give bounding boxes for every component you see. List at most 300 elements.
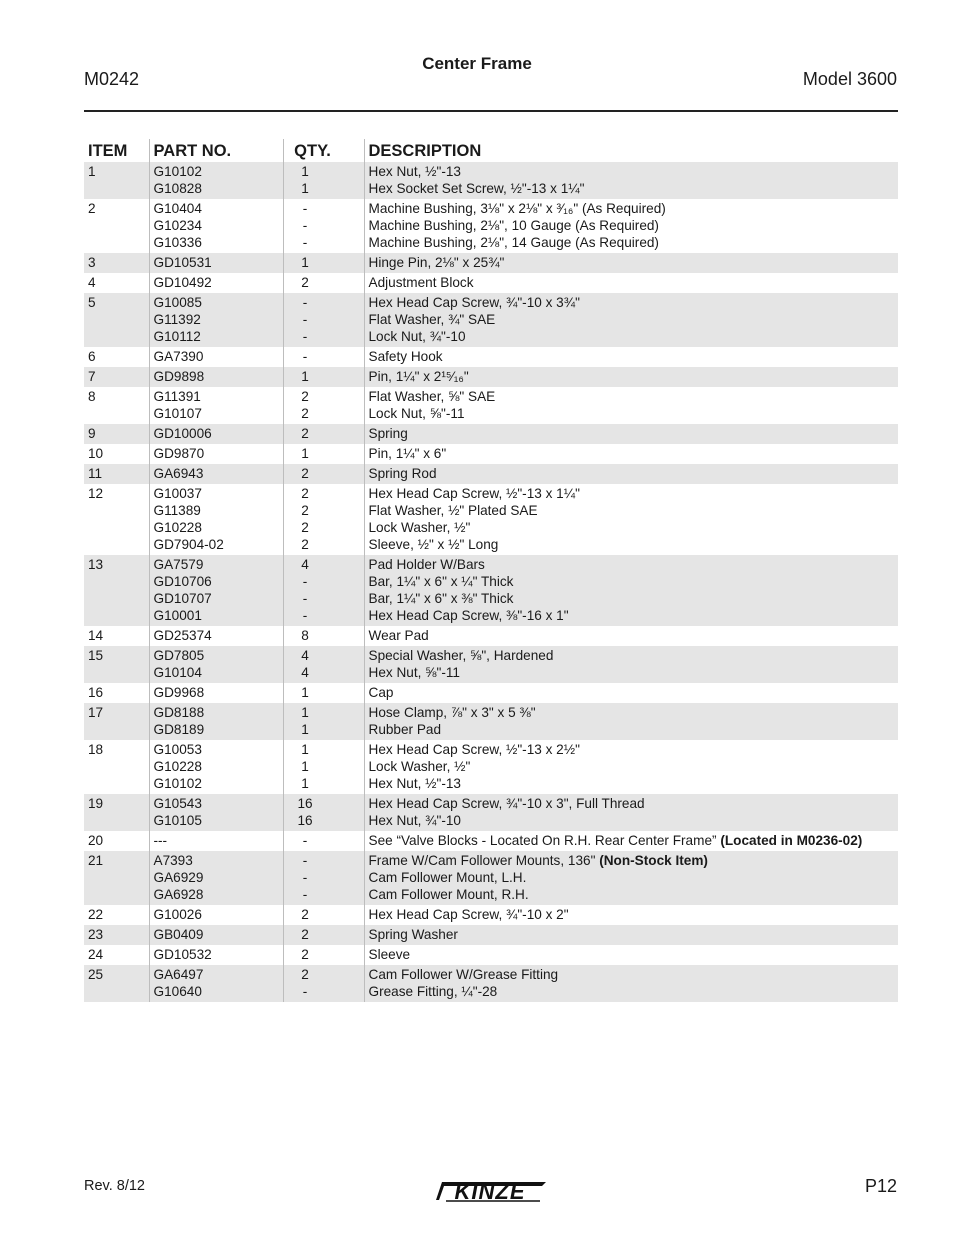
page-title: Center Frame — [422, 54, 532, 73]
part-number-cell — [149, 162, 283, 199]
description-line — [369, 163, 895, 180]
description-text: Flat Washer, ¾" SAE — [368, 312, 496, 327]
description-line — [369, 234, 895, 251]
item-number: 12 — [88, 486, 104, 501]
quantity: - — [302, 349, 308, 364]
description-text: Pin, 1¼" x 2¹⁵⁄₁₆" — [368, 369, 469, 384]
part-number: G10234 — [153, 218, 202, 233]
part-number: GD10532 — [153, 947, 212, 962]
quantity: 16 — [297, 796, 313, 811]
description-text: Hex Nut, ½"-13 — [368, 164, 461, 179]
item-number: 4 — [88, 275, 96, 290]
table-row — [84, 424, 898, 444]
table-row — [84, 851, 898, 905]
description-text: Cam Follower W/Grease Fitting — [368, 967, 559, 982]
part-number-cell — [149, 683, 283, 703]
part-number-cell — [149, 444, 283, 464]
part-number-cell — [149, 464, 283, 484]
quantity: 1 — [301, 722, 309, 737]
quantity: 8 — [301, 628, 309, 643]
table-row — [84, 831, 898, 851]
description-cell — [364, 387, 898, 424]
part-number: GD8188 — [153, 705, 205, 720]
part-number: GD7805 — [153, 648, 205, 663]
quantity-cell — [283, 444, 364, 464]
description-cell — [364, 464, 898, 484]
description-line — [369, 217, 895, 234]
description-text: Cam Follower Mount, R.H. — [368, 887, 529, 902]
quantity: - — [302, 984, 308, 999]
quantity: 1 — [301, 705, 309, 720]
description-cell — [364, 444, 898, 464]
description-text: Pin, 1¼" x 6" — [368, 446, 447, 461]
description-text: Hex Socket Set Screw, ½"-13 x 1¼" — [368, 181, 585, 196]
part-number: G11392 — [153, 312, 201, 327]
description-line — [369, 926, 895, 943]
kinze-logo-text: KINZE — [454, 1179, 526, 1204]
description-line — [369, 348, 895, 365]
description-line — [369, 886, 895, 903]
quantity: 1 — [301, 255, 309, 270]
description-cell — [364, 347, 898, 367]
part-number-cell — [149, 851, 283, 905]
quantity-cell — [283, 626, 364, 646]
description-line — [369, 465, 895, 482]
part-number-cell — [149, 740, 283, 794]
description-cell — [364, 831, 898, 851]
description-cell — [364, 905, 898, 925]
quantity: - — [302, 201, 308, 216]
part-number: GD7904-02 — [153, 537, 224, 552]
model-label: Model 3600 — [802, 69, 897, 89]
table-row — [84, 367, 898, 387]
quantity: 2 — [301, 927, 309, 942]
description-text: Sleeve — [368, 947, 411, 962]
table-row — [84, 162, 898, 199]
quantity: 1 — [301, 776, 309, 791]
description-text: Pad Holder W/Bars — [368, 557, 485, 572]
description-line — [369, 664, 895, 681]
part-number-cell — [149, 831, 283, 851]
description-line — [369, 445, 895, 462]
quantity: - — [302, 295, 308, 310]
quantity-cell — [283, 387, 364, 424]
description-line — [369, 254, 895, 271]
quantity-cell — [283, 831, 364, 851]
part-number: GD25374 — [153, 628, 212, 643]
quantity: - — [302, 591, 308, 606]
quantity: 2 — [301, 486, 309, 501]
description-line — [369, 328, 895, 345]
quantity: 1 — [301, 164, 309, 179]
description-line — [369, 721, 895, 738]
description-text: Bar, 1¼" x 6" x ¼" Thick — [368, 574, 514, 589]
item-number: 14 — [88, 628, 104, 643]
description-line — [369, 946, 895, 963]
part-number: A7393 — [153, 853, 193, 868]
description-line — [369, 180, 895, 197]
item-number: 18 — [88, 742, 104, 757]
description-line — [369, 832, 895, 849]
description-line — [369, 388, 895, 405]
description-line — [369, 775, 895, 792]
table-row — [84, 199, 898, 253]
quantity-cell — [283, 555, 364, 626]
part-number: GA6497 — [153, 967, 204, 982]
part-number-cell — [149, 646, 283, 683]
part-number-cell — [149, 199, 283, 253]
part-number-cell — [149, 965, 283, 1002]
description-text: Spring — [368, 426, 408, 441]
description-line — [369, 274, 895, 291]
quantity: - — [302, 235, 308, 250]
item-number: 11 — [84, 464, 149, 484]
description-cell — [364, 626, 898, 646]
description-cell — [364, 367, 898, 387]
part-number: GD10006 — [153, 426, 212, 441]
part-number-cell — [149, 626, 283, 646]
header-divider — [84, 110, 898, 112]
part-number: GD9870 — [153, 446, 205, 461]
quantity-cell — [283, 905, 364, 925]
quantity: 2 — [301, 275, 309, 290]
part-number: G11389 — [153, 503, 201, 518]
description-cell — [364, 925, 898, 945]
description-text: Sleeve, ½" x ½" Long — [368, 537, 499, 552]
description-text: Machine Bushing, 3⅛" x 2⅛" x ³⁄₁₆" (As Required) — [368, 201, 666, 216]
description-text: Safety Hook — [368, 349, 443, 364]
table-row — [84, 293, 898, 347]
quantity-cell — [283, 162, 364, 199]
quantity: 2 — [301, 907, 309, 922]
part-number: G10404 — [153, 201, 202, 216]
description-text: Lock Nut, ⅝"-11 — [368, 406, 465, 421]
quantity-cell — [283, 794, 364, 831]
quantity: 1 — [301, 446, 309, 461]
description-line — [369, 573, 895, 590]
quantity: 2 — [301, 520, 309, 535]
part-number-cell — [149, 253, 283, 273]
description-text: Wear Pad — [368, 628, 429, 643]
quantity-cell — [283, 851, 364, 905]
table-row — [84, 703, 898, 740]
description-text: Flat Washer, ⅝" SAE — [368, 389, 496, 404]
description-text: Hex Head Cap Screw, ½"-13 x 2½" — [368, 742, 580, 757]
quantity-cell — [283, 199, 364, 253]
item-number: 6 — [88, 349, 96, 364]
table-row — [84, 965, 898, 1002]
table-row — [84, 444, 898, 464]
description-line — [369, 795, 895, 812]
item-number: 16 — [88, 685, 104, 700]
part-number: GD10492 — [153, 275, 212, 290]
part-number: GA7579 — [153, 557, 204, 572]
part-number-cell — [149, 347, 283, 367]
description-cell — [364, 851, 898, 905]
quantity: 2 — [301, 466, 309, 481]
part-number: G10107 — [153, 406, 202, 421]
description-text: Hex Head Cap Screw, ¾"-10 x 3", Full Thread — [368, 796, 645, 811]
description-line — [369, 368, 895, 385]
description-cell — [364, 253, 898, 273]
description-text: Cam Follower Mount, L.H. — [368, 870, 527, 885]
description-line — [369, 405, 895, 422]
quantity: 1 — [301, 759, 309, 774]
description-line — [369, 556, 895, 573]
table-row — [84, 905, 898, 925]
description-cell — [364, 424, 898, 444]
description-line — [369, 812, 895, 829]
page-number: P12 — [864, 1176, 897, 1196]
quantity: 4 — [301, 557, 309, 572]
table-row — [84, 945, 898, 965]
quantity: - — [302, 218, 308, 233]
description-line — [369, 741, 895, 758]
table-row — [84, 925, 898, 945]
description-text: Special Washer, ⅝", Hardened — [368, 648, 554, 663]
description-line — [369, 966, 895, 983]
part-number-cell — [149, 945, 283, 965]
description-text: Adjustment Block — [368, 275, 474, 290]
part-number: GA7390 — [153, 349, 204, 364]
description-cell — [364, 162, 898, 199]
description-line — [369, 590, 895, 607]
item-number: 10 — [88, 446, 104, 461]
part-number-cell — [149, 293, 283, 347]
quantity: 2 — [301, 406, 309, 421]
description-line — [369, 536, 895, 553]
part-number-cell — [149, 424, 283, 444]
description-line — [369, 704, 895, 721]
description-line — [369, 519, 895, 536]
quantity: - — [302, 312, 308, 327]
table-row — [84, 626, 898, 646]
part-number: GD8189 — [153, 722, 205, 737]
description-line — [369, 684, 895, 701]
quantity: 1 — [301, 742, 309, 757]
quantity: - — [302, 833, 308, 848]
description-text: Grease Fitting, ¼"-28 — [368, 984, 498, 999]
quantity-cell — [283, 424, 364, 444]
description-text: Cap — [368, 685, 394, 700]
quantity: - — [302, 608, 308, 623]
item-number: 20 — [88, 833, 104, 848]
item-number: 15 — [84, 646, 149, 683]
item-number: 13 — [84, 555, 149, 626]
part-number: GA6929 — [153, 870, 204, 885]
quantity-cell — [283, 273, 364, 293]
item-number: 22 — [88, 907, 104, 922]
part-number: GD10707 — [153, 591, 212, 606]
part-number: GA6943 — [153, 466, 204, 481]
description-cell — [364, 484, 898, 555]
part-number: G10037 — [153, 486, 202, 501]
description-text: Hex Nut, ⅝"-11 — [368, 665, 460, 680]
part-number-cell — [149, 925, 283, 945]
quantity-cell — [283, 740, 364, 794]
part-number: G10828 — [153, 181, 202, 196]
description-line — [369, 627, 895, 644]
description-line — [369, 983, 895, 1000]
quantity: 1 — [301, 685, 309, 700]
table-row — [84, 683, 898, 703]
description-text: Hex Head Cap Screw, ¾"-10 x 3¾" — [368, 295, 580, 310]
quantity-cell — [283, 683, 364, 703]
description-cell — [364, 646, 898, 683]
description-text: Hex Nut, ¾"-10 — [368, 813, 461, 828]
quantity: 2 — [301, 503, 309, 518]
part-number: G10102 — [153, 164, 202, 179]
quantity: 2 — [301, 967, 309, 982]
table-row — [84, 347, 898, 367]
quantity: 2 — [301, 426, 309, 441]
description-cell — [364, 683, 898, 703]
description-cell — [364, 273, 898, 293]
description-text: Hex Nut, ½"-13 — [368, 776, 461, 791]
description-text: Spring Rod — [368, 466, 437, 481]
table-row — [84, 646, 898, 683]
quantity: 2 — [301, 537, 309, 552]
part-number: GA6928 — [153, 887, 204, 902]
quantity-cell — [283, 925, 364, 945]
part-number: G11391 — [153, 389, 201, 404]
description-text: Hex Head Cap Screw, ⅜"-16 x 1" — [368, 608, 569, 623]
quantity: - — [302, 329, 308, 344]
description-line — [369, 311, 895, 328]
table-row — [84, 273, 898, 293]
part-number: GD9898 — [153, 369, 205, 384]
part-number: G10105 — [153, 813, 202, 828]
item-number: 21 — [84, 851, 149, 905]
description-text: Machine Bushing, 2⅛", 14 Gauge (As Required) — [368, 235, 659, 250]
table-row — [84, 794, 898, 831]
description-text: Lock Washer, ½" — [368, 759, 471, 774]
quantity-cell — [283, 703, 364, 740]
part-number: GB0409 — [153, 927, 204, 942]
description-line — [369, 758, 895, 775]
item-number: 1 — [84, 162, 149, 199]
part-number: --- — [153, 833, 168, 848]
table-row — [84, 740, 898, 794]
quantity: 1 — [301, 369, 309, 384]
quantity-cell — [283, 253, 364, 273]
quantity-cell — [283, 347, 364, 367]
part-number: GD10531 — [153, 255, 212, 270]
quantity: 2 — [301, 389, 309, 404]
description-cell — [364, 199, 898, 253]
quantity-cell — [283, 464, 364, 484]
column-header-item: ITEM — [88, 142, 128, 160]
item-number: 17 — [84, 703, 149, 740]
column-header-qty: QTY. — [283, 139, 364, 162]
part-number: G10228 — [153, 520, 202, 535]
item-number: 9 — [84, 424, 149, 444]
quantity: 1 — [301, 181, 309, 196]
quantity: 16 — [297, 813, 313, 828]
description-text: Hose Clamp, ⅞" x 3" x 5 ⅜" — [368, 705, 536, 720]
quantity: 2 — [301, 947, 309, 962]
parts-table — [84, 139, 898, 1002]
description-line — [369, 869, 895, 886]
item-number: 25 — [84, 965, 149, 1002]
parts-table-body — [84, 162, 898, 1002]
quantity: - — [302, 887, 308, 902]
column-header-part-no: PART NO. — [149, 139, 283, 162]
item-number: 24 — [88, 947, 104, 962]
revision-label: Rev. 8/12 — [84, 1178, 145, 1194]
part-number: G10001 — [153, 608, 202, 623]
part-number: G10543 — [153, 796, 202, 811]
part-number: G10026 — [153, 907, 202, 922]
part-number-cell — [149, 555, 283, 626]
description-line — [369, 200, 895, 217]
description-note: (Located in M0236-02) — [720, 833, 863, 848]
description-line — [369, 647, 895, 664]
item-number: 2 — [88, 201, 96, 216]
description-cell — [364, 794, 898, 831]
description-text: Lock Washer, ½" — [368, 520, 471, 535]
table-row — [84, 464, 898, 484]
quantity-cell — [283, 367, 364, 387]
description-line — [369, 425, 895, 442]
quantity-cell — [283, 646, 364, 683]
description-cell — [364, 740, 898, 794]
part-number-cell — [149, 905, 283, 925]
item-number: 23 — [84, 925, 149, 945]
document-number: M0242 — [84, 69, 140, 89]
quantity-cell — [283, 293, 364, 347]
part-number: G10053 — [153, 742, 202, 757]
quantity-cell — [283, 484, 364, 555]
part-number: GD10706 — [153, 574, 212, 589]
item-number: 7 — [84, 367, 149, 387]
description-line — [369, 502, 895, 519]
table-header-row — [84, 139, 898, 162]
item-number: 19 — [84, 794, 149, 831]
table-row — [84, 253, 898, 273]
kinze-logo — [432, 1174, 550, 1204]
description-note: (Non-Stock Item) — [599, 853, 708, 868]
quantity: - — [302, 853, 308, 868]
part-number: G10104 — [153, 665, 202, 680]
column-header-description: DESCRIPTION — [364, 139, 898, 162]
description-line — [369, 906, 895, 923]
part-number: G10085 — [153, 295, 202, 310]
part-number: GD9968 — [153, 685, 205, 700]
quantity: 4 — [301, 665, 309, 680]
part-number: G10102 — [153, 776, 202, 791]
quantity: - — [302, 870, 308, 885]
description-text: Frame W/Cam Follower Mounts, 136" — [368, 853, 600, 868]
description-line — [369, 485, 895, 502]
part-number-cell — [149, 273, 283, 293]
description-text: See “Valve Blocks - Located On R.H. Rear Center Frame” — [368, 833, 721, 848]
description-line — [369, 852, 895, 869]
table-row — [84, 387, 898, 424]
description-text: Machine Bushing, 2⅛", 10 Gauge (As Required) — [368, 218, 659, 233]
description-cell — [364, 555, 898, 626]
part-number: G10228 — [153, 759, 202, 774]
description-line — [369, 294, 895, 311]
quantity: 4 — [301, 648, 309, 663]
description-cell — [364, 945, 898, 965]
table-row — [84, 484, 898, 555]
description-text: Hex Head Cap Screw, ¾"-10 x 2" — [368, 907, 569, 922]
description-text: Hex Head Cap Screw, ½"-13 x 1¼" — [368, 486, 580, 501]
quantity: - — [302, 574, 308, 589]
description-cell — [364, 703, 898, 740]
part-number-cell — [149, 794, 283, 831]
